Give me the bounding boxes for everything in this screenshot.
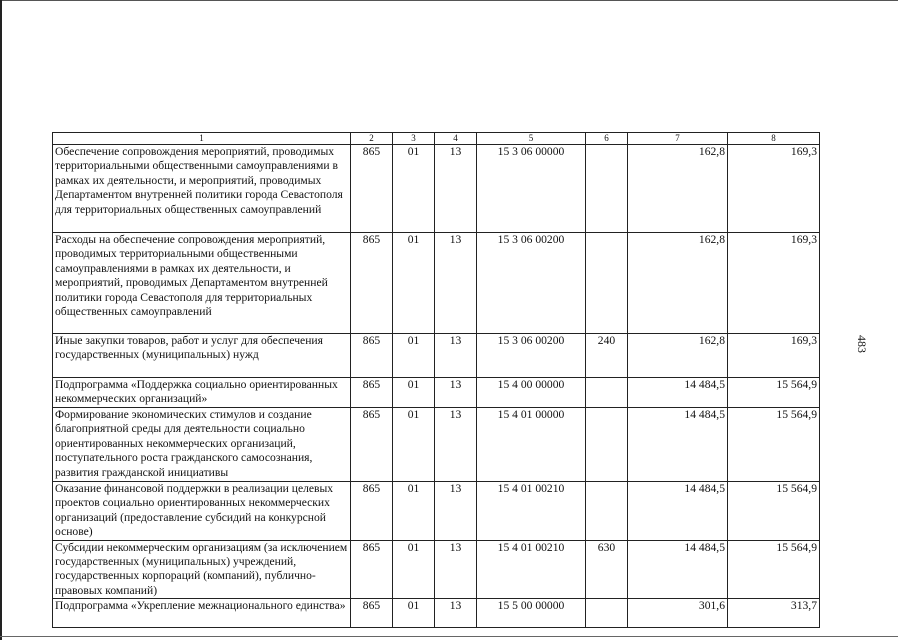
amount-col7-cell: 301,6 xyxy=(628,599,728,628)
expense-type-cell xyxy=(586,145,628,233)
row-name-cell: Субсидии некоммерческим организациям (за исключением государственных (муниципальных) учреждений, государственных корпораций (компаний), публично-правовых компаний) xyxy=(53,540,351,599)
expense-type-cell xyxy=(586,482,628,541)
amount-col7-cell: 14 484,5 xyxy=(628,408,728,482)
column-header-1: 1 xyxy=(53,133,351,145)
column-header-3: 3 xyxy=(393,133,435,145)
amount-col8-cell: 15 564,9 xyxy=(728,408,820,482)
subsection-cell: 13 xyxy=(435,233,477,334)
amount-col7-cell: 14 484,5 xyxy=(628,482,728,541)
admin-code-cell: 865 xyxy=(351,482,393,541)
amount-col7-cell: 162,8 xyxy=(628,145,728,233)
target-article-cell: 15 3 06 00200 xyxy=(477,334,586,378)
admin-code-cell: 865 xyxy=(351,233,393,334)
expense-type-cell xyxy=(586,233,628,334)
subsection-cell: 13 xyxy=(435,378,477,408)
expense-type-cell: 240 xyxy=(586,334,628,378)
table-row xyxy=(53,334,820,378)
admin-code-cell: 865 xyxy=(351,145,393,233)
section-cell: 01 xyxy=(393,599,435,628)
expense-type-cell: 630 xyxy=(586,540,628,599)
table-row xyxy=(53,599,820,628)
column-header-7: 7 xyxy=(628,133,728,145)
admin-code-cell: 865 xyxy=(351,408,393,482)
amount-col7-cell: 14 484,5 xyxy=(628,540,728,599)
column-header-4: 4 xyxy=(435,133,477,145)
table-row xyxy=(53,482,820,541)
section-cell: 01 xyxy=(393,233,435,334)
amount-col8-cell: 313,7 xyxy=(728,599,820,628)
subsection-cell: 13 xyxy=(435,599,477,628)
admin-code-cell: 865 xyxy=(351,334,393,378)
target-article-cell: 15 4 01 00210 xyxy=(477,540,586,599)
table-row xyxy=(53,233,820,334)
row-name-cell: Обеспечение сопровождения мероприятий, проводимых территориальными общественными самоуправлениями в рамках их деятельности, и мероприятий, проводимых Департаментом внутренней политики города Севастополя для территориальных общественных самоуправлений xyxy=(53,145,351,233)
row-name-cell: Подпрограмма «Укрепление межнационального единства» xyxy=(53,599,351,628)
amount-col8-cell: 15 564,9 xyxy=(728,540,820,599)
subsection-cell: 13 xyxy=(435,145,477,233)
target-article-cell: 15 3 06 00200 xyxy=(477,233,586,334)
target-article-cell: 15 4 01 00000 xyxy=(477,408,586,482)
row-name-cell: Подпрограмма «Поддержка социально ориентированных некоммерческих организаций» xyxy=(53,378,351,408)
amount-col8-cell: 169,3 xyxy=(728,233,820,334)
expense-type-cell xyxy=(586,599,628,628)
subsection-cell: 13 xyxy=(435,540,477,599)
row-name-cell: Иные закупки товаров, работ и услуг для обеспечения государственных (муниципальных) нужд xyxy=(53,334,351,378)
table-row xyxy=(53,408,820,482)
admin-code-cell: 865 xyxy=(351,540,393,599)
amount-col8-cell: 169,3 xyxy=(728,334,820,378)
expense-type-cell xyxy=(586,408,628,482)
table-row xyxy=(53,540,820,599)
subsection-cell: 13 xyxy=(435,334,477,378)
column-header-6: 6 xyxy=(586,133,628,145)
page-top-border xyxy=(0,0,898,1)
section-cell: 01 xyxy=(393,145,435,233)
subsection-cell: 13 xyxy=(435,482,477,541)
target-article-cell: 15 3 06 00000 xyxy=(477,145,586,233)
section-cell: 01 xyxy=(393,378,435,408)
target-article-cell: 15 4 01 00210 xyxy=(477,482,586,541)
section-cell: 01 xyxy=(393,408,435,482)
amount-col8-cell: 169,3 xyxy=(728,145,820,233)
page-number: 483 xyxy=(855,335,869,353)
page-left-border xyxy=(0,0,2,640)
target-article-cell: 15 5 00 00000 xyxy=(477,599,586,628)
row-name-cell: Расходы на обеспечение сопровождения мероприятий, проводимых территориальными общественными самоуправлениями в рамках их деятельности, и мероприятий, проводимых Департаментом внутренней политики города Севастополя для территориальных общественных самоуправлений xyxy=(53,233,351,334)
target-article-cell: 15 4 00 00000 xyxy=(477,378,586,408)
section-cell: 01 xyxy=(393,540,435,599)
amount-col7-cell: 162,8 xyxy=(628,334,728,378)
amount-col7-cell: 162,8 xyxy=(628,233,728,334)
amount-col7-cell: 14 484,5 xyxy=(628,378,728,408)
budget-table xyxy=(52,132,820,628)
header-row xyxy=(53,133,820,145)
row-name-cell: Формирование экономических стимулов и создание благоприятной среды для деятельности социально ориентированных некоммерческих организаций, поступательного роста гражданского самосознания, развития гражданской инициативы xyxy=(53,408,351,482)
admin-code-cell: 865 xyxy=(351,378,393,408)
subsection-cell: 13 xyxy=(435,408,477,482)
expense-type-cell xyxy=(586,378,628,408)
column-header-2: 2 xyxy=(351,133,393,145)
column-header-5: 5 xyxy=(477,133,586,145)
amount-col8-cell: 15 564,9 xyxy=(728,482,820,541)
table-row xyxy=(53,378,820,408)
amount-col8-cell: 15 564,9 xyxy=(728,378,820,408)
column-header-8: 8 xyxy=(728,133,820,145)
table-row xyxy=(53,145,820,233)
section-cell: 01 xyxy=(393,482,435,541)
admin-code-cell: 865 xyxy=(351,599,393,628)
section-cell: 01 xyxy=(393,334,435,378)
row-name-cell: Оказание финансовой поддержки в реализации целевых проектов социально ориентированных некоммерческих организаций (предоставление субсидий на конкурсной основе) xyxy=(53,482,351,541)
page-bottom-border xyxy=(0,636,898,637)
